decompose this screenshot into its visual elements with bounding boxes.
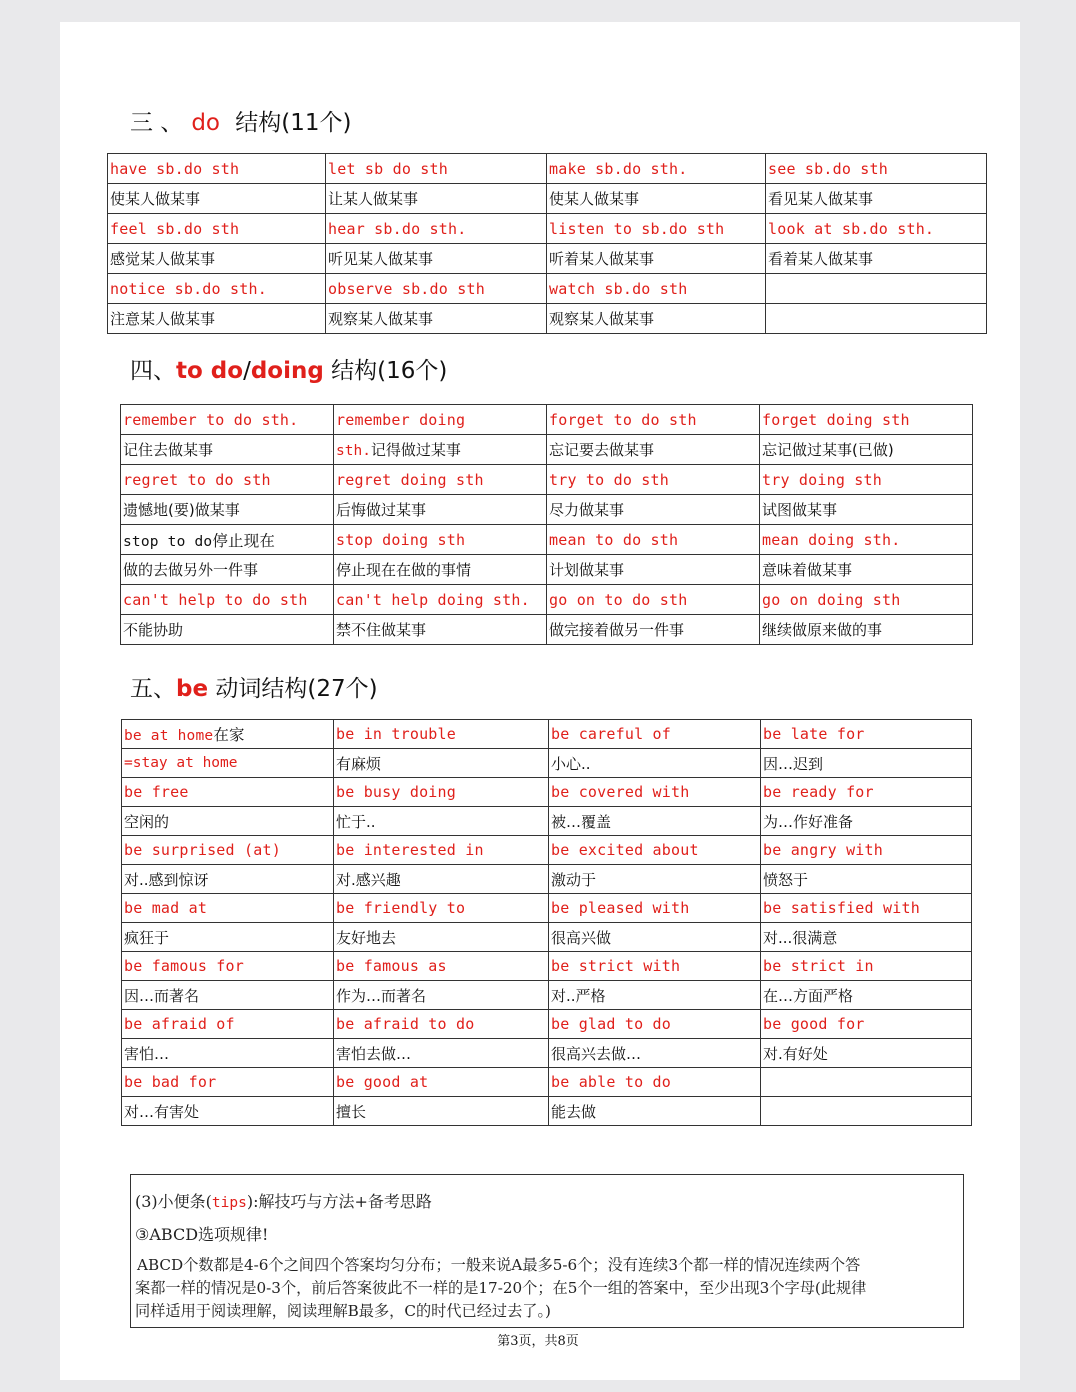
phrase-cell: be excited about: [549, 836, 761, 865]
phrase-cell: see sb.do sth: [766, 154, 987, 184]
table-row: [108, 244, 987, 274]
phrase-cell: try to do sth: [547, 465, 760, 495]
section-3-heading: [130, 104, 352, 137]
phrase-cell: be friendly to: [334, 894, 549, 923]
meaning-cell: 后悔做过某事: [334, 495, 547, 525]
phrase-cell: be afraid of: [122, 1010, 334, 1039]
section-5-heading: [130, 670, 378, 703]
section-5-keyword: be: [176, 676, 209, 702]
phrase-cell: feel sb.do sth: [108, 214, 326, 244]
phrase-cell: mean doing sth.: [760, 525, 973, 555]
meaning-cell: 有麻烦: [334, 749, 549, 778]
meaning-cell: 观察某人做某事: [547, 304, 766, 334]
phrase-cell: be strict in: [761, 952, 972, 981]
meaning-cell: 使某人做某事: [547, 184, 766, 214]
phrase-cell: go on doing sth: [760, 585, 973, 615]
meaning-cell: 能去做: [549, 1097, 761, 1126]
meaning-cell: 禁不住做某事: [334, 615, 547, 645]
phrase-cell: listen to sb.do sth: [547, 214, 766, 244]
section-4-keyword-doing: doing: [250, 358, 324, 384]
meaning-cell: 遗憾地(要)做某事: [121, 495, 334, 525]
phrase-cell: be angry with: [761, 836, 972, 865]
phrase-cell: [761, 1068, 972, 1097]
phrase-cell: let sb do sth: [326, 154, 547, 184]
meaning-cell: 听见某人做某事: [326, 244, 547, 274]
table-row: [122, 778, 972, 807]
phrase-cell: forget doing sth: [760, 405, 973, 435]
section-3-keyword: do: [191, 110, 220, 136]
be-verb-table: [121, 719, 972, 1126]
meaning-cell: 被…覆盖: [549, 807, 761, 836]
meaning-cell: 为…作好准备: [761, 807, 972, 836]
section-3-title: 结构(11个): [227, 110, 352, 136]
table-row: [122, 807, 972, 836]
table-row: [122, 981, 972, 1010]
section-5-title: 动词结构(27个): [208, 676, 378, 702]
phrase-cell: be afraid to do: [334, 1010, 549, 1039]
phrase-cell: notice sb.do sth.: [108, 274, 326, 304]
phrase-cell: [766, 274, 987, 304]
phrase-cell: be famous for: [122, 952, 334, 981]
phrase-cell: can't help to do sth: [121, 585, 334, 615]
phrase-cell: hear sb.do sth.: [326, 214, 547, 244]
meaning-cell: 害怕去做…: [334, 1039, 549, 1068]
table-row: [122, 1010, 972, 1039]
meaning-cell: 做的去做另外一件事: [121, 555, 334, 585]
phrase-cell: can't help doing sth.: [334, 585, 547, 615]
meaning-cell: [761, 1097, 972, 1126]
meaning-cell: 忘记做过某事(已做): [760, 435, 973, 465]
meaning-cell: 愤怒于: [761, 865, 972, 894]
phrase-cell: be satisfied with: [761, 894, 972, 923]
section-4-title: 结构(16个): [323, 358, 448, 384]
phrase-cell: stop doing sth: [334, 525, 547, 555]
meaning-cell: [766, 304, 987, 334]
table-row: [108, 304, 987, 334]
to-do-doing-table: [120, 404, 973, 645]
meaning-cell: 很高兴去做…: [549, 1039, 761, 1068]
meaning-cell: 忙于..: [334, 807, 549, 836]
phrase-cell: be glad to do: [549, 1010, 761, 1039]
phrase-cell: be pleased with: [549, 894, 761, 923]
table-row: [122, 865, 972, 894]
meaning-cell: 擅长: [334, 1097, 549, 1126]
meaning-cell: 很高兴做: [549, 923, 761, 952]
phrase-cell: be in trouble: [334, 720, 549, 749]
meaning-cell: 听着某人做某事: [547, 244, 766, 274]
table-row: [122, 1097, 972, 1126]
table-row: [122, 923, 972, 952]
section-3-number: 三 、: [130, 110, 184, 136]
table-row: [121, 435, 973, 465]
phrase-cell: look at sb.do sth.: [766, 214, 987, 244]
meaning-cell: 尽力做某事: [547, 495, 760, 525]
page-footer: 第3页，共8页: [497, 1334, 579, 1349]
phrase-cell: remember doing: [334, 405, 547, 435]
section-4-keyword-to-do: to do: [176, 358, 244, 384]
phrase-cell: be interested in: [334, 836, 549, 865]
meaning-cell: 让某人做某事: [326, 184, 547, 214]
section-4-slash: /: [243, 358, 251, 384]
table-row: [122, 836, 972, 865]
meaning-cell: 注意某人做某事: [108, 304, 326, 334]
meaning-cell: 意味着做某事: [760, 555, 973, 585]
table-row: [121, 615, 973, 645]
meaning-cell: =stay at home: [122, 749, 334, 778]
meaning-cell: 感觉某人做某事: [108, 244, 326, 274]
meaning-cell: 疯狂于: [122, 923, 334, 952]
meaning-cell: 对..感到惊讶: [122, 865, 334, 894]
phrase-cell: be surprised (at): [122, 836, 334, 865]
meaning-cell: 因…而著名: [122, 981, 334, 1010]
phrase-cell: stop to do停止现在: [121, 525, 334, 555]
phrase-cell: remember to do sth.: [121, 405, 334, 435]
phrase-cell: be able to do: [549, 1068, 761, 1097]
meaning-cell: 小心..: [549, 749, 761, 778]
meaning-cell: 忘记要去做某事: [547, 435, 760, 465]
phrase-cell: watch sb.do sth: [547, 274, 766, 304]
table-row: [108, 184, 987, 214]
table-row: [121, 405, 973, 435]
meaning-cell: 停止现在在做的事情: [334, 555, 547, 585]
table-row: [108, 154, 987, 184]
section-5-number: 五、: [130, 676, 176, 702]
table-row: [121, 495, 973, 525]
phrase-cell: be mad at: [122, 894, 334, 923]
phrase-cell: be famous as: [334, 952, 549, 981]
phrase-cell: be bad for: [122, 1068, 334, 1097]
phrase-cell: regret doing sth: [334, 465, 547, 495]
meaning-cell: 对.有好处: [761, 1039, 972, 1068]
meaning-cell: 对.感兴趣: [334, 865, 549, 894]
tips-paragraph-line-1: ABCD个数都是4-6个之间四个答案均匀分布；一般来说A最多5-6个；没有连续3个都一样的情况连续两个答: [137, 1256, 861, 1274]
meaning-cell: sth.记得做过某事: [334, 435, 547, 465]
table-row: [122, 720, 972, 749]
phrase-cell: be at home在家: [122, 720, 334, 749]
phrase-cell: observe sb.do sth: [326, 274, 547, 304]
phrase-cell: have sb.do sth: [108, 154, 326, 184]
phrase-cell: be late for: [761, 720, 972, 749]
phrase-cell: be strict with: [549, 952, 761, 981]
phrase-cell: mean to do sth: [547, 525, 760, 555]
meaning-cell: 对…有害处: [122, 1097, 334, 1126]
meaning-cell: 激动于: [549, 865, 761, 894]
meaning-cell: 观察某人做某事: [326, 304, 547, 334]
meaning-cell: 不能协助: [121, 615, 334, 645]
tips-box: [130, 1174, 964, 1328]
table-row: [122, 1039, 972, 1068]
phrase-cell: forget to do sth: [547, 405, 760, 435]
tips-title: (3)小便条(tips):解技巧与方法+备考思路: [135, 1192, 432, 1211]
meaning-cell: 害怕…: [122, 1039, 334, 1068]
table-row: [121, 525, 973, 555]
tips-paragraph-line-2: 案都一样的情况是0-3个，前后答案彼此不一样的是17-20个；在5个一组的答案中，至少出现3个字母(此规律: [135, 1279, 867, 1297]
table-row: [121, 555, 973, 585]
tips-subtitle: ③ABCD选项规律!: [135, 1225, 269, 1244]
phrase-cell: be good for: [761, 1010, 972, 1039]
phrase-cell: be free: [122, 778, 334, 807]
meaning-cell: 看着某人做某事: [766, 244, 987, 274]
table-row: [122, 952, 972, 981]
table-row: [122, 1068, 972, 1097]
meaning-cell: 对...很满意: [761, 923, 972, 952]
table-row: [108, 214, 987, 244]
table-row: [121, 465, 973, 495]
table-row: [121, 585, 973, 615]
meaning-cell: 友好地去: [334, 923, 549, 952]
phrase-cell: be ready for: [761, 778, 972, 807]
table-row: [108, 274, 987, 304]
section-4-heading: [130, 352, 447, 385]
table-row: [122, 894, 972, 923]
phrase-cell: be careful of: [549, 720, 761, 749]
meaning-cell: 因…迟到: [761, 749, 972, 778]
phrase-cell: be covered with: [549, 778, 761, 807]
table-row: [122, 749, 972, 778]
phrase-cell: be busy doing: [334, 778, 549, 807]
meaning-cell: 对..严格: [549, 981, 761, 1010]
meaning-cell: 在…方面严格: [761, 981, 972, 1010]
phrase-cell: be good at: [334, 1068, 549, 1097]
meaning-cell: 试图做某事: [760, 495, 973, 525]
phrase-cell: try doing sth: [760, 465, 973, 495]
meaning-cell: 计划做某事: [547, 555, 760, 585]
meaning-cell: 作为…而著名: [334, 981, 549, 1010]
tips-paragraph-line-3: 同样适用于阅读理解，阅读理解B最多，C的时代已经过去了。): [135, 1302, 551, 1320]
do-structure-table: [107, 153, 987, 334]
phrase-cell: make sb.do sth.: [547, 154, 766, 184]
meaning-cell: 使某人做某事: [108, 184, 326, 214]
phrase-cell: go on to do sth: [547, 585, 760, 615]
section-4-number: 四、: [130, 358, 176, 384]
meaning-cell: 记住去做某事: [121, 435, 334, 465]
meaning-cell: 继续做原来做的事: [760, 615, 973, 645]
meaning-cell: 看见某人做某事: [766, 184, 987, 214]
meaning-cell: 空闲的: [122, 807, 334, 836]
phrase-cell: regret to do sth: [121, 465, 334, 495]
meaning-cell: 做完接着做另一件事: [547, 615, 760, 645]
